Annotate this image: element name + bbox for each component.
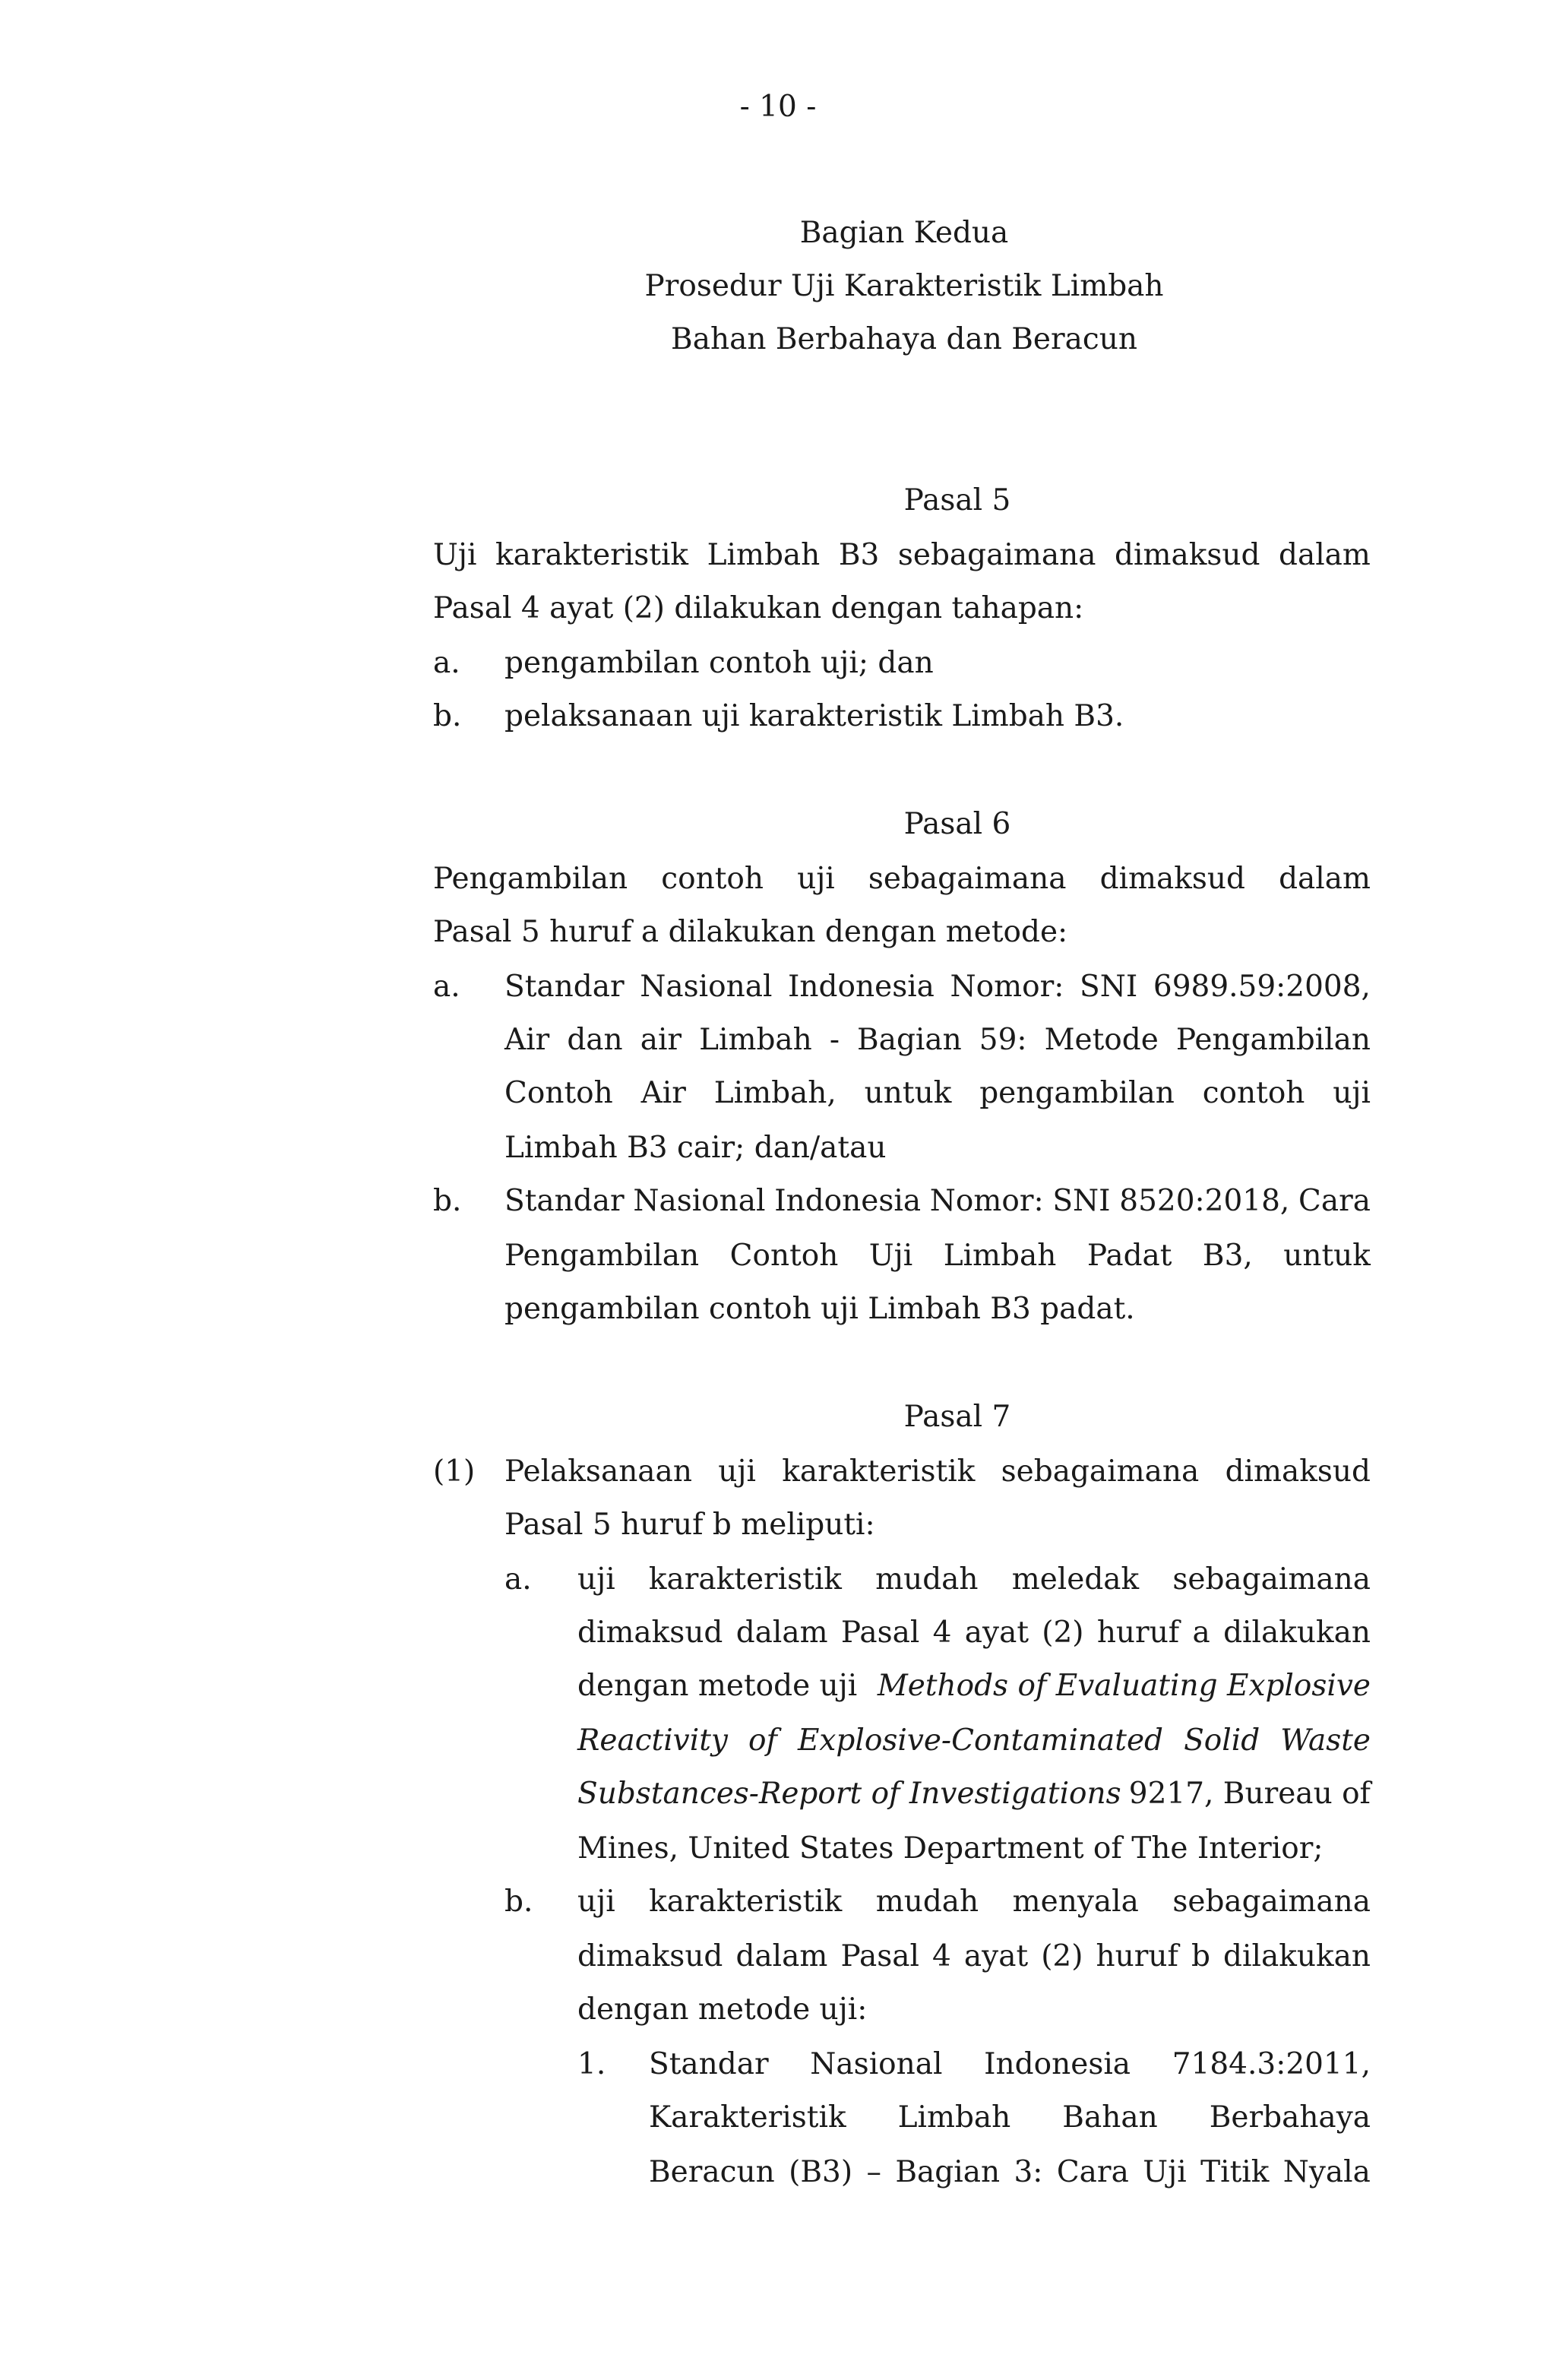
pasal-7-item-b-line1: uji karakteristik mudah menyala sebagaimana [577, 1885, 1371, 1919]
pasal-7-item-a-line2: dimaksud dalam Pasal 4 ayat (2) huruf a dilakukan [577, 1616, 1371, 1650]
pasal-6-heading: Pasal 6 [903, 807, 1011, 841]
section-title-line1: Prosedur Uji Karakteristik Limbah [644, 269, 1164, 303]
pasal-7-item-a-line6: Mines, United States Department of The Interior; [577, 1831, 1324, 1866]
pasal-6-item-b-line2: Pengambilan Contoh Uji Limbah Padat B3, untuk [504, 1239, 1371, 1273]
pasal-7-sub-1-marker: 1. [577, 2047, 606, 2081]
pasal-6-item-b-line3: pengambilan contoh uji Limbah B3 padat. [504, 1292, 1135, 1326]
pasal-6-item-b-marker: b. [433, 1184, 462, 1218]
pasal-7-item-a-line1: uji karakteristik mudah meledak sebagaimana [577, 1562, 1371, 1597]
pasal-6-item-a-line1: Standar Nasional Indonesia Nomor: SNI 6989.59:2008, [504, 970, 1371, 1004]
pasal-7-ayat-1-line1: Pelaksanaan uji karakteristik sebagaimana dimaksud [504, 1454, 1371, 1489]
pasal-7-sub-1-line2: Karakteristik Limbah Bahan Berbahaya [649, 2100, 1371, 2135]
section-heading: Bagian Kedua [799, 216, 1009, 250]
pasal-6-item-b-line1: Standar Nasional Indonesia Nomor: SNI 8520:2018, Cara [504, 1184, 1371, 1218]
pasal-6-item-a-line2: Air dan air Limbah - Bagian 59: Metode Pengambilan [504, 1023, 1371, 1057]
pasal-6-item-a-line3: Contoh Air Limbah, untuk pengambilan contoh uji [504, 1076, 1371, 1110]
pasal-7-ayat-1-line2: Pasal 5 huruf b meliputi: [504, 1508, 875, 1542]
pasal-7-sub-1-line1: Standar Nasional Indonesia 7184.3:2011, [649, 2047, 1371, 2081]
pasal-7-item-a-marker: a. [504, 1562, 532, 1597]
pasal-7-item-b-line2: dimaksud dalam Pasal 4 ayat (2) huruf b dilakukan [577, 1939, 1371, 1973]
page-number: - 10 - [739, 90, 817, 124]
pasal-7-sub-1-line3: Beracun (B3) – Bagian 3: Cara Uji Titik Nyala [649, 2155, 1371, 2189]
pasal-7-item-a-line3-plain: dengan metode uji [577, 1669, 858, 1703]
pasal-7-item-a-line4: Reactivity of Explosive-Contaminated Solid Waste [577, 1723, 1371, 1758]
pasal-5-item-b-text: pelaksanaan uji karakteristik Limbah B3. [504, 699, 1124, 733]
pasal-7-item-a-line5-italic: Substances-Report of Investigations [577, 1777, 1121, 1811]
pasal-7-item-a-line5-plain: 9217, Bureau of [1128, 1777, 1371, 1811]
pasal-7-item-b-marker: b. [504, 1885, 533, 1919]
pasal-7-item-a-line3-italic: Methods of Evaluating Explosive [877, 1669, 1371, 1703]
pasal-6-item-a-line4: Limbah B3 cair; dan/atau [504, 1131, 887, 1165]
pasal-6-intro-line1: Pengambilan contoh uji sebagaimana dimaksud dalam [433, 862, 1371, 896]
pasal-5-item-a-marker: a. [433, 646, 460, 680]
pasal-6-intro-line2: Pasal 5 huruf a dilakukan dengan metode: [433, 915, 1068, 949]
pasal-6-item-a-marker: a. [433, 970, 460, 1004]
pasal-7-heading: Pasal 7 [903, 1400, 1011, 1434]
pasal-5-item-a-text: pengambilan contoh uji; dan [504, 646, 934, 680]
pasal-7-item-a-line5 [577, 1777, 1371, 1811]
pasal-7-ayat-1-marker: (1) [433, 1454, 476, 1489]
pasal-5-heading: Pasal 5 [903, 483, 1011, 517]
pasal-5-intro-line1: Uji karakteristik Limbah B3 sebagaimana dimaksud dalam [433, 538, 1371, 572]
pasal-7-item-b-line3: dengan metode uji: [577, 1992, 868, 2027]
section-title-line2: Bahan Berbahaya dan Beracun [671, 322, 1137, 356]
pasal-5-item-b-marker: b. [433, 699, 462, 733]
pasal-5-intro-line2: Pasal 4 ayat (2) dilakukan dengan tahapan: [433, 591, 1084, 625]
pasal-7-item-a-line3 [577, 1669, 1371, 1703]
